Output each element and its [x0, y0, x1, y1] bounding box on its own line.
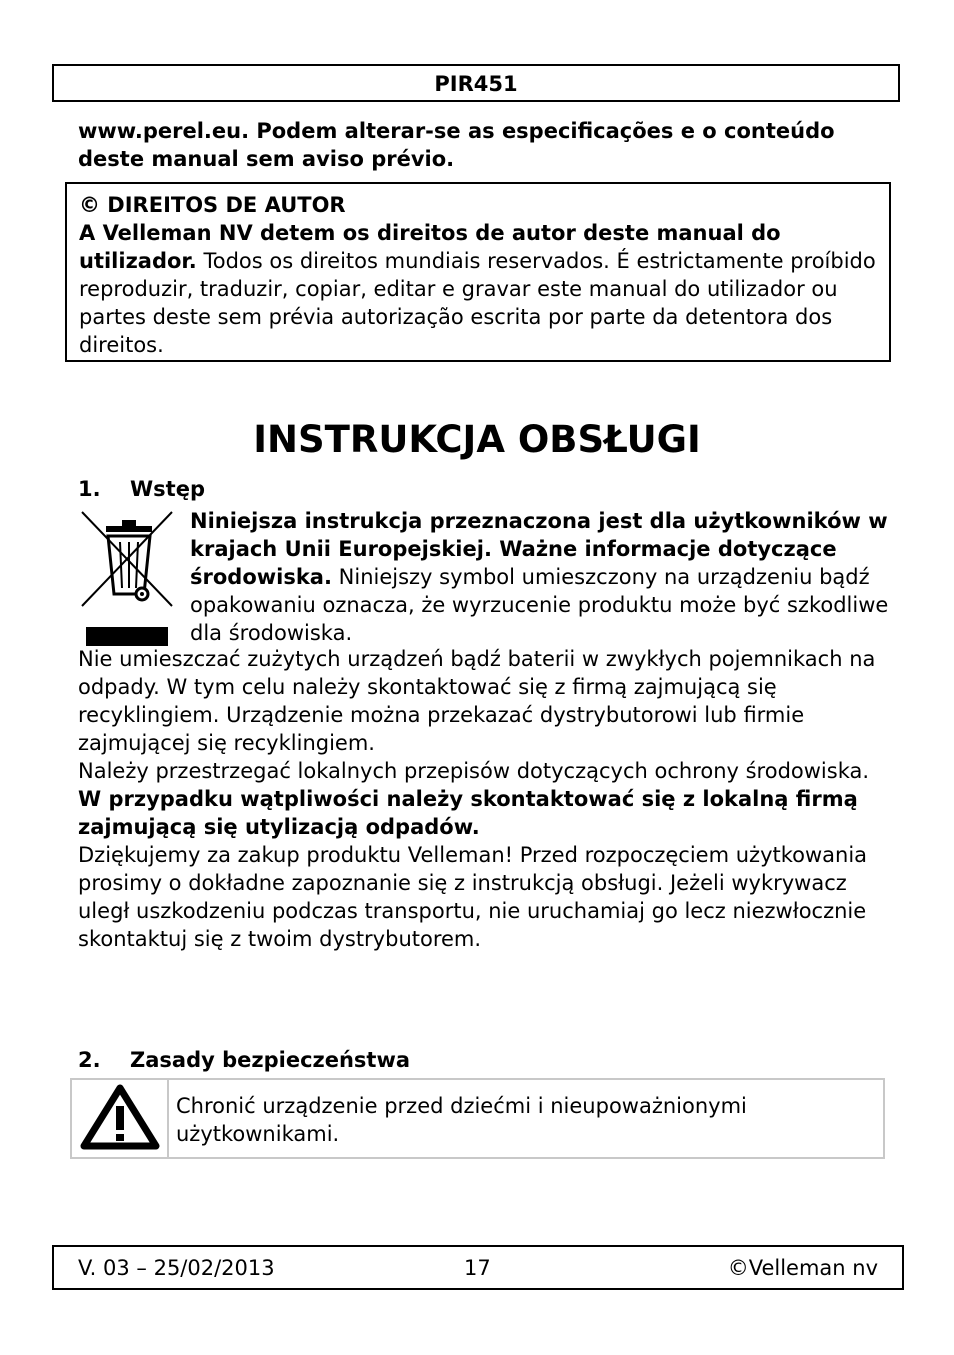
model-name: PIR451	[434, 72, 518, 96]
page-footer	[52, 1245, 904, 1290]
section-1-body	[78, 645, 898, 953]
weee-crossed-bin-icon	[78, 508, 178, 648]
copyright-body	[79, 219, 879, 359]
copyright-bold-text: A Velleman NV detem os direitos de autor deste manual do utilizador.	[79, 221, 781, 273]
safety-table	[70, 1078, 885, 1159]
section-1-para-3: W przypadku wątpliwości należy skontaktować się z lokalną firmą zajmującą się utylizacją odpadów.	[78, 787, 858, 839]
section-2-number: 2.	[78, 1048, 101, 1072]
section-1-para-4: Dziękujemy za zakup produktu Velleman! Przed rozpoczęciem użytkowania prosimy o dokładne zapoznanie się z instrukcją obsługi. Jeżeli wykrywacz uległ uszkodzeniu podczas transportu, nie uruchamiaj go lecz niezwłocznie skontaktuj się z twoim dystrybutorem.	[78, 843, 868, 951]
footer-version: V. 03 – 25/02/2013	[78, 1256, 275, 1280]
safety-icon-cell	[72, 1080, 169, 1157]
copyright-heading: © DIREITOS DE AUTOR	[79, 193, 346, 217]
weee-text: Niniejszy symbol umieszczony na urządzeniu bądź opakowaniu oznacza, że wyrzucenie produktu może być szkodliwe dla środowiska.	[190, 565, 889, 645]
document-title: INSTRUKCJA OBSŁUGI	[253, 418, 701, 461]
header-box	[52, 64, 900, 102]
section-1-para-1: Nie umieszczać zużytych urządzeń bądź baterii w zwykłych pojemnikach na odpady. W tym celu należy skontaktować się z firmą zajmującą się recyklingiem. Urządzenie można przekazać dystrybutorowi lub firmie zajmującej się recyklingiem.	[78, 647, 876, 755]
section-2-title: Zasady bezpieczeństwa	[130, 1048, 411, 1072]
footer-page-number: 17	[464, 1256, 491, 1280]
safety-warning-text: Chronić urządzenie przed dziećmi i nieupoważnionymi użytkownikami.	[176, 1094, 747, 1146]
section-1-para-2: Należy przestrzegać lokalnych przepisów dotyczących ochrony środowiska.	[78, 759, 870, 783]
section-1-number: 1.	[78, 477, 101, 501]
warning-triangle-icon	[80, 1084, 160, 1154]
section-1-heading	[78, 475, 205, 503]
copyright-text: Todos os direitos mundiais reservados. É estrictamente proíbido reproduzir, traduzir, copiar, editar e gravar este manual do utilizador ou partes deste sem prévia autorização escrita por parte da detentora dos direitos.	[79, 249, 876, 357]
weee-notice	[190, 507, 890, 647]
intro-note: www.perel.eu. Podem alterar-se as especificações e o conteúdo deste manual sem aviso prévio.	[78, 119, 835, 171]
weee-bold-text: Niniejsza instrukcja przeznaczona jest dla użytkowników w krajach Unii Europejskiej. Ważne informacje dotyczące środowiska.	[190, 509, 888, 589]
footer-copyright: ©Velleman nv	[727, 1256, 878, 1280]
section-2-heading	[78, 1046, 410, 1074]
copyright-box	[65, 182, 891, 362]
section-1-title: Wstęp	[130, 477, 205, 501]
